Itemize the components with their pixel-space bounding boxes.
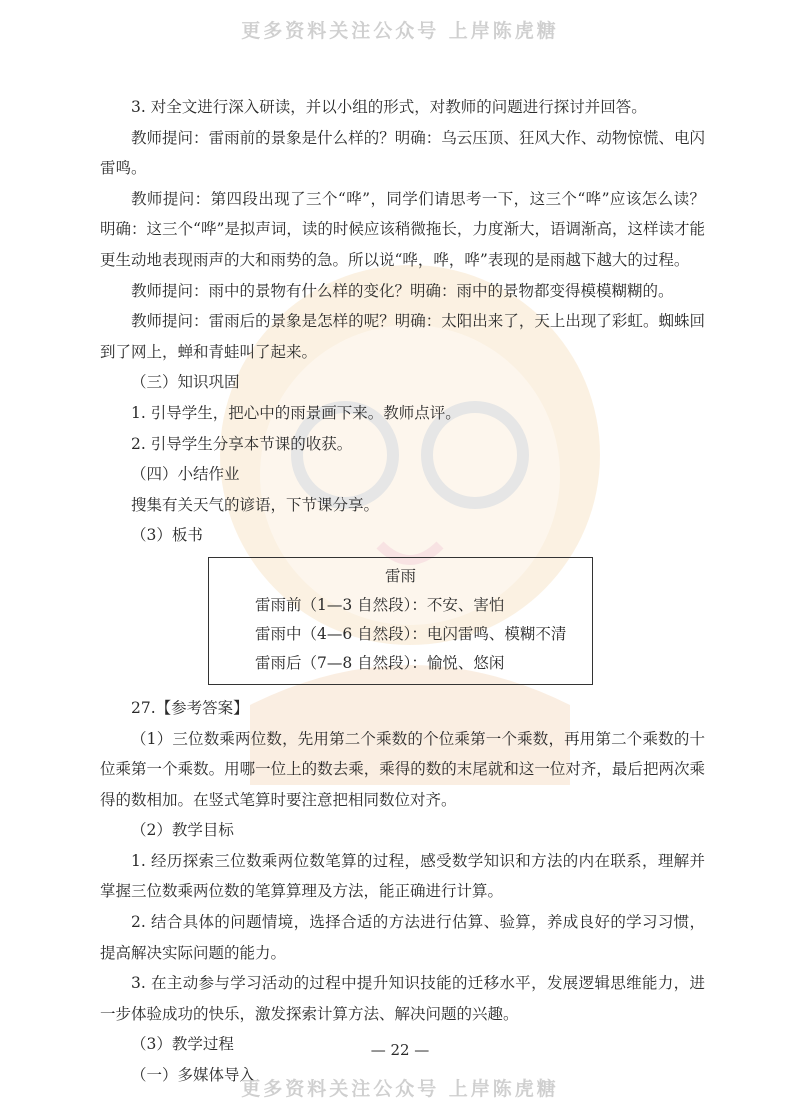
blackboard-line: 雷雨中（4—6 自然段）：电闪雷鸣、模糊不清 bbox=[255, 624, 567, 643]
answer-heading: 27.【参考答案】 bbox=[131, 698, 249, 717]
paragraph: 教师提问：第四段出现了三个“哗”，同学们请思考一下，这三个“哗”应该怎么读？明确：这三个“哗”是拟声词，读的时候应该稍微拖长，力度渐大，语调渐高，这样读才能更生动地表现雨声的大和雨势的急。所以说“哗，哗，哗”表现的是雨越下越大的过程。 bbox=[100, 189, 705, 269]
paragraph: 2. 结合具体的问题情境，选择合适的方法进行估算、验算，养成良好的学习习惯，提高解决实际问题的能力。 bbox=[100, 913, 705, 962]
blackboard-title: 雷雨 bbox=[384, 566, 416, 585]
paragraph: 2. 引导学生分享本节课的收获。 bbox=[131, 434, 353, 453]
paragraph: 教师提问：雷雨前的景象是什么样的？明确：乌云压顶、狂风大作、动物惊慌、电闪雷鸣。 bbox=[100, 128, 705, 178]
blackboard-box bbox=[208, 557, 593, 685]
blackboard-line: 雷雨后（7—8 自然段）：愉悦、悠闲 bbox=[255, 653, 505, 672]
section-heading: （四）小结作业 bbox=[131, 465, 240, 484]
paragraph: 3. 在主动参与学习活动的过程中提升知识技能的迁移水平，发展逻辑思维能力，进一步体验成功的快乐，激发探索计算方法、解决问题的兴趣。 bbox=[100, 974, 705, 1023]
paragraph: 教师提问：雷雨后的景象是怎样的呢？明确：太阳出来了，天上出现了彩虹。蜘蛛回到了网上，蝉和青蛙叫了起来。 bbox=[100, 312, 705, 361]
section-heading: （三）知识巩固 bbox=[131, 373, 240, 392]
paragraph: 1. 经历探索三位数乘两位数笔算的过程，感受数学知识和方法的内在联系，理解并掌握三位数乘两位数的笔算算理及方法，能正确进行计算。 bbox=[100, 851, 705, 901]
section-heading: （2）教学目标 bbox=[131, 821, 234, 840]
paragraph: 1. 引导学生，把心中的雨景画下来。教师点评。 bbox=[131, 403, 461, 422]
paragraph: 搜集有关天气的谚语，下节课分享。 bbox=[131, 495, 380, 514]
watermark-footer: 更多资料关注公众号 上岸陈虎糖 bbox=[241, 1078, 559, 1100]
section-heading: （3）教学过程 bbox=[131, 1035, 234, 1054]
section-heading: （3）板书 bbox=[131, 526, 203, 545]
document-body bbox=[100, 92, 705, 1091]
section-heading: （一）多媒体导入 bbox=[131, 1066, 256, 1085]
paragraph: 教师提问：雨中的景物有什么样的变化？明确：雨中的景物都变得模模糊糊的。 bbox=[131, 281, 674, 300]
paragraph: 3. 对全文进行深入研读，并以小组的形式，对教师的问题进行探讨并回答。 bbox=[131, 98, 647, 116]
paragraph: （1）三位数乘两位数，先用第二个乘数的个位乘第一个乘数，再用第二个乘数的十位乘第一个乘数。用哪一位上的数去乘，乘得的数的末尾就和这一位对齐，最后把两次乘得的数相加。在竖式笔算时要注意把相同数位对齐。 bbox=[100, 729, 705, 809]
blackboard-line: 雷雨前（1—3 自然段）：不安、害怕 bbox=[255, 595, 505, 614]
page-number: — 22 — bbox=[370, 1041, 430, 1059]
watermark-header: 更多资料关注公众号 上岸陈虎糖 bbox=[241, 20, 559, 42]
